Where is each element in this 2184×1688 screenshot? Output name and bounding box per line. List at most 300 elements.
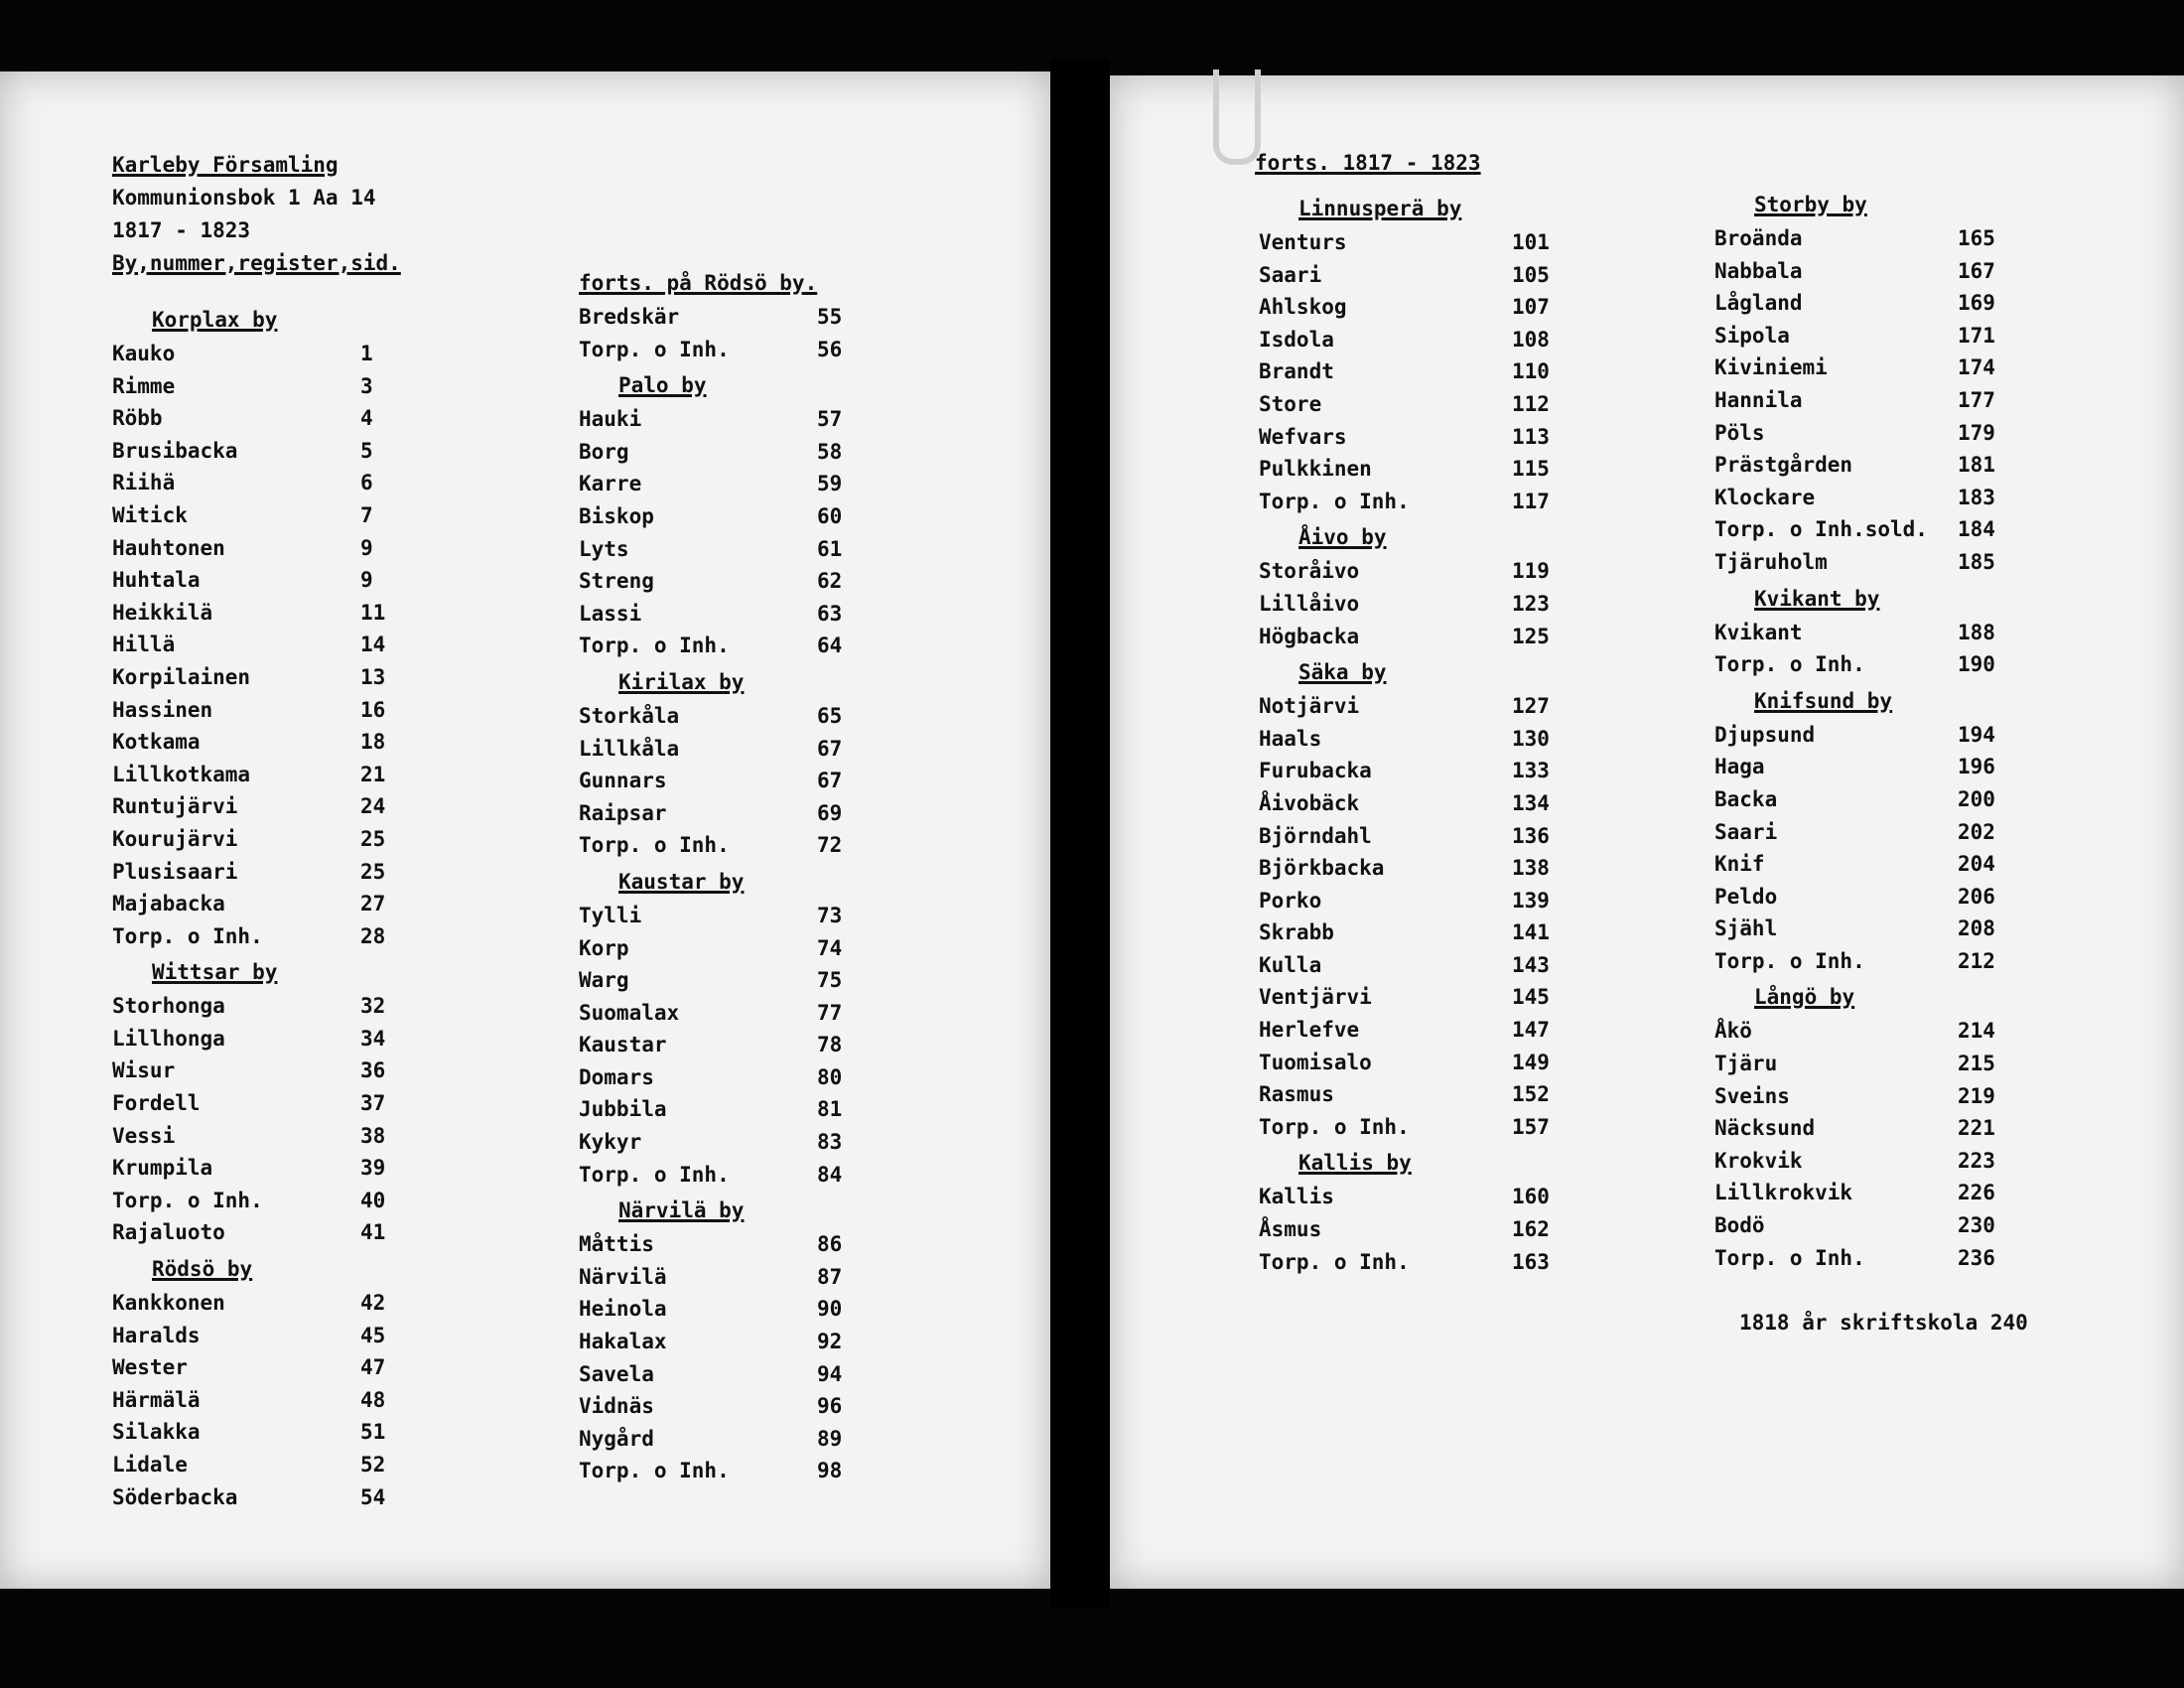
register-entry: [1259, 1111, 1557, 1144]
village-name: Torp. o Inh.: [579, 633, 730, 658]
register-entry: [579, 900, 857, 932]
page-number: 202: [1958, 819, 1995, 844]
page-number: 125: [1512, 624, 1550, 648]
village-name: Åivobäck: [1259, 790, 1360, 815]
page-number: 74: [817, 935, 843, 960]
village-name: Lillkrokvik: [1714, 1181, 1853, 1205]
section-title: Kaustar by: [618, 869, 745, 894]
village-name: Torp. o Inh.: [1259, 1114, 1410, 1139]
register-entry: [579, 733, 857, 766]
footer-note: [1739, 1307, 2028, 1338]
page-number: 24: [360, 794, 386, 819]
register-entry: [112, 1055, 400, 1087]
register-entry: [1259, 388, 1557, 421]
register-entry: [112, 1481, 400, 1514]
section-title: Wittsar by: [152, 960, 278, 985]
page-number: 18: [360, 730, 386, 755]
page-number: 41: [360, 1220, 386, 1245]
village-name: Närvilä: [579, 1264, 667, 1289]
register-entry: [112, 564, 400, 597]
village-name: Lillkotkama: [112, 762, 251, 786]
village-name: Storhonga: [112, 994, 225, 1019]
village-name: Torp. o Inh.: [579, 1162, 730, 1187]
register-entry: [579, 964, 857, 997]
village-name: Nygård: [579, 1426, 654, 1451]
section-title: Kirilax by: [618, 669, 745, 694]
village-name: Porko: [1259, 888, 1322, 913]
village-name: Skrabb: [1259, 920, 1334, 945]
page-number: 89: [817, 1426, 843, 1451]
page-number: 105: [1512, 262, 1550, 287]
book-reference: Kommunionsbok 1 Aa 14: [112, 186, 376, 210]
village-name: Bodö: [1714, 1213, 1765, 1238]
register-entry: [1259, 755, 1557, 787]
page-number: 139: [1512, 888, 1550, 913]
page-number: 160: [1512, 1185, 1550, 1209]
register-entry: [112, 1416, 400, 1449]
page-number: 147: [1512, 1018, 1550, 1043]
register-entry: [1714, 352, 2012, 384]
page-number: 107: [1512, 295, 1550, 320]
village-name: Tjäru: [1714, 1052, 1778, 1076]
register-entry: [112, 1384, 400, 1417]
register-entry: [112, 726, 400, 759]
page-number: 52: [360, 1453, 386, 1477]
paper-clip: [1213, 70, 1261, 165]
page-number: 86: [817, 1232, 843, 1257]
village-name: Röbb: [112, 406, 163, 431]
register-entry: [1259, 621, 1557, 653]
register-label: By,nummer,register,sid.: [112, 251, 401, 275]
page-number: 169: [1958, 291, 1995, 316]
village-name: Raipsar: [579, 800, 667, 825]
section-title: Knifsund by: [1754, 688, 1893, 713]
page-number: 75: [817, 968, 843, 993]
page-number: 45: [360, 1323, 386, 1347]
column-3: [1259, 189, 1557, 1278]
register-entry: [1259, 1213, 1557, 1246]
village-name: Suomalax: [579, 1000, 680, 1025]
page-number: 174: [1958, 355, 1995, 380]
register-entry: [1259, 453, 1557, 486]
register-entry: [579, 533, 857, 566]
page-number: 119: [1512, 559, 1550, 584]
village-name: Pulkkinen: [1259, 457, 1372, 482]
page-number: 14: [360, 633, 386, 657]
village-name: Backa: [1714, 786, 1778, 811]
page-number: 6: [360, 471, 373, 495]
page-number: 80: [817, 1064, 843, 1089]
village-name: Haralds: [112, 1323, 201, 1347]
page-number: 40: [360, 1188, 386, 1212]
village-name: Lassi: [579, 601, 642, 626]
register-entry: [1259, 355, 1557, 388]
village-name: Åkö: [1714, 1019, 1752, 1044]
page-number: 73: [817, 903, 843, 927]
village-name: Lidale: [112, 1453, 188, 1477]
register-entry: [1714, 1048, 2012, 1080]
village-name: Haga: [1714, 755, 1765, 779]
page-number: 157: [1512, 1114, 1550, 1139]
page-number: 32: [360, 994, 386, 1019]
register-entry: [579, 932, 857, 965]
page-number: 9: [360, 535, 373, 560]
page-number: 48: [360, 1387, 386, 1412]
register-entry: [1714, 648, 2012, 681]
village-name: Streng: [579, 569, 654, 594]
page-number: 25: [360, 826, 386, 851]
register-entry: [579, 1093, 857, 1126]
village-name: Kiviniemi: [1714, 355, 1828, 380]
page-number: 37: [360, 1091, 386, 1116]
register-entry: [112, 888, 400, 920]
page-number: 25: [360, 859, 386, 884]
village-name: Kauko: [112, 342, 176, 365]
village-name: Huhtala: [112, 568, 201, 593]
register-entry: [112, 1287, 400, 1320]
register-entry: [579, 829, 857, 862]
register-entry: [112, 990, 400, 1023]
register-entry: [579, 436, 857, 469]
village-name: Witick: [112, 502, 188, 527]
section-title: Närvilä by: [618, 1198, 745, 1223]
village-name: Torp. o Inh.: [112, 923, 263, 948]
village-name: Rimme: [112, 373, 176, 398]
register-entry: [1714, 546, 2012, 579]
page-number: 177: [1958, 387, 1995, 412]
register-entry: [1714, 617, 2012, 649]
village-name: Torp. o Inh.: [579, 337, 730, 361]
page-number: 69: [817, 800, 843, 825]
book-binding: [1050, 60, 1110, 1609]
register-entry: [1259, 916, 1557, 949]
page-number: 28: [360, 923, 386, 948]
village-name: Herlefve: [1259, 1018, 1360, 1043]
continuation-title: forts. 1817 - 1823: [1255, 151, 1481, 175]
village-name: Djupsund: [1714, 722, 1816, 747]
village-name: Torp. o Inh.: [1259, 489, 1410, 513]
register-entry: [1714, 513, 2012, 546]
village-name: Lillåivo: [1259, 591, 1360, 616]
village-name: Lillkåla: [579, 736, 680, 761]
village-name: Björkbacka: [1259, 856, 1385, 881]
village-name: Brandt: [1259, 359, 1334, 384]
column-2: [579, 263, 857, 1487]
register-entry: [112, 823, 400, 856]
register-entry: [579, 500, 857, 533]
section-title: Åivo by: [1298, 525, 1387, 550]
village-name: Söderbacka: [112, 1484, 238, 1509]
village-name: Notjärvi: [1259, 694, 1360, 719]
register-entry: [579, 997, 857, 1030]
register-entry: [112, 532, 400, 565]
register-entry: [1259, 723, 1557, 756]
register-entry: [112, 629, 400, 661]
village-name: Hannila: [1714, 387, 1803, 412]
register-entry: [579, 1159, 857, 1192]
register-entry: [1259, 852, 1557, 885]
village-name: Korpilainen: [112, 664, 251, 689]
village-name: Saari: [1714, 819, 1778, 844]
village-name: Fordell: [112, 1091, 201, 1116]
register-entry: [1259, 1246, 1557, 1279]
register-entry: [579, 1455, 857, 1487]
village-name: Kankkonen: [112, 1291, 225, 1316]
register-entry: [579, 334, 857, 366]
village-name: Lyts: [579, 536, 629, 561]
page-number: 136: [1512, 823, 1550, 848]
page-number: 16: [360, 697, 386, 722]
village-name: Kallis: [1259, 1185, 1334, 1209]
village-name: Härmälä: [112, 1387, 201, 1412]
register-entry: [579, 403, 857, 436]
village-name: Jubbila: [579, 1097, 667, 1122]
register-entry: [579, 700, 857, 733]
page-number: 130: [1512, 726, 1550, 751]
page-number: 64: [817, 633, 843, 658]
register-entry: [579, 1029, 857, 1061]
page-number: 215: [1958, 1052, 1995, 1076]
section-title: Rödsö by: [152, 1257, 253, 1282]
register-entry: [112, 1152, 400, 1185]
page-number: 230: [1958, 1213, 1995, 1238]
village-name: Heinola: [579, 1297, 667, 1322]
register-entry: [1714, 384, 2012, 417]
page-number: 72: [817, 833, 843, 858]
page-number: 226: [1958, 1181, 1995, 1205]
page-number: 117: [1512, 489, 1550, 513]
register-entry: [1259, 555, 1557, 588]
village-name: Vidnäs: [579, 1394, 654, 1419]
page-number: 115: [1512, 457, 1550, 482]
register-entry: [1259, 690, 1557, 723]
page-number: 214: [1958, 1019, 1995, 1044]
page-number: 54: [360, 1484, 386, 1509]
register-entry: [579, 1390, 857, 1423]
page-number: 190: [1958, 652, 1995, 677]
register-entry: [1259, 1047, 1557, 1079]
register-entry: [1714, 1145, 2012, 1178]
register-entry: [112, 856, 400, 889]
page-number: 78: [817, 1033, 843, 1057]
register-entry: [579, 1326, 857, 1358]
register-entry: [1259, 949, 1557, 982]
village-name: Wester: [112, 1355, 188, 1380]
section-title: Kallis by: [1298, 1151, 1412, 1176]
register-entry: [1259, 324, 1557, 356]
page-number: 221: [1958, 1116, 1995, 1141]
register-entry: [1714, 449, 2012, 482]
register-entry: [1259, 1181, 1557, 1213]
page-number: 62: [817, 569, 843, 594]
register-entry: [1714, 222, 2012, 255]
register-entry: [579, 765, 857, 797]
section-title: Korplax by: [152, 308, 278, 332]
village-name: Torp. o Inh.: [1714, 948, 1865, 973]
page-number: 196: [1958, 755, 1995, 779]
register-entry: [1259, 820, 1557, 853]
register-entry: [579, 598, 857, 631]
page-number: 57: [817, 407, 843, 432]
village-name: Torp. o Inh.: [1714, 652, 1865, 677]
page-number: 108: [1512, 327, 1550, 352]
village-name: Kulla: [1259, 952, 1322, 977]
page-number: 39: [360, 1156, 386, 1181]
page-number: 212: [1958, 948, 1995, 973]
page-number: 200: [1958, 786, 1995, 811]
register-entry: [112, 759, 400, 791]
village-name: Brusibacka: [112, 438, 238, 463]
register-entry: [112, 467, 400, 499]
village-name: Torp. o Inh.: [1714, 1245, 1865, 1270]
register-entry: [1714, 945, 2012, 978]
village-name: Broända: [1714, 226, 1803, 250]
village-name: Biskop: [579, 503, 654, 528]
register-entry: [112, 1351, 400, 1384]
village-name: Tuomisalo: [1259, 1050, 1372, 1074]
register-entry: [1714, 913, 2012, 945]
page-number: 219: [1958, 1083, 1995, 1108]
column-1: [112, 300, 400, 1513]
page-number: 181: [1958, 453, 1995, 478]
page-number: 9: [360, 568, 373, 593]
village-name: Näcksund: [1714, 1116, 1816, 1141]
register-entry: [1259, 421, 1557, 454]
village-name: Heikkilä: [112, 600, 213, 625]
page-number: 5: [360, 438, 373, 463]
village-name: Tjäruholm: [1714, 549, 1828, 574]
page-number: 162: [1512, 1217, 1550, 1242]
village-name: Lillhonga: [112, 1026, 225, 1051]
page-number: 145: [1512, 985, 1550, 1010]
village-name: Måttis: [579, 1232, 654, 1257]
section-title: Säka by: [1298, 660, 1387, 685]
register-entry: [1259, 259, 1557, 292]
register-entry: [112, 370, 400, 403]
village-name: Knif: [1714, 852, 1765, 877]
right-header: [1255, 147, 1481, 180]
village-name: Ahlskog: [1259, 295, 1347, 320]
register-entry: [579, 1228, 857, 1261]
register-entry: [1714, 287, 2012, 320]
register-entry: [579, 1423, 857, 1456]
page-number: 185: [1958, 549, 1995, 574]
register-entry: [1714, 1209, 2012, 1242]
register-entry: [1259, 787, 1557, 820]
register-entry: [112, 1120, 400, 1153]
village-name: Björndahl: [1259, 823, 1372, 848]
register-entry: [1714, 719, 2012, 752]
page-number: 223: [1958, 1148, 1995, 1173]
page-number: 236: [1958, 1245, 1995, 1270]
page-number: 94: [817, 1361, 843, 1386]
register-entry: [1714, 482, 2012, 514]
page-number: 92: [817, 1330, 843, 1354]
village-name: Rasmus: [1259, 1082, 1334, 1107]
village-name: Hauki: [579, 407, 642, 432]
page-number: 51: [360, 1420, 386, 1445]
page-number: 84: [817, 1162, 843, 1187]
village-name: Tylli: [579, 903, 642, 927]
village-name: Pöls: [1714, 420, 1765, 445]
page-number: 204: [1958, 852, 1995, 877]
village-name: Sipola: [1714, 323, 1790, 348]
page-number: 194: [1958, 722, 1995, 747]
page-number: 141: [1512, 920, 1550, 945]
register-entry: [112, 1216, 400, 1249]
register-entry: [579, 797, 857, 830]
register-entry: [1714, 1112, 2012, 1145]
page-number: 127: [1512, 694, 1550, 719]
village-name: Sjähl: [1714, 916, 1778, 941]
register-entry: [1714, 1080, 2012, 1113]
village-name: Torp. o Inh.: [112, 1188, 263, 1212]
village-name: Kaustar: [579, 1033, 667, 1057]
village-name: Ventjärvi: [1259, 985, 1372, 1010]
register-entry: [112, 435, 400, 468]
village-name: Furubacka: [1259, 759, 1372, 783]
register-entry: [579, 1358, 857, 1391]
page-number: 3: [360, 373, 373, 398]
village-name: Plusisaari: [112, 859, 238, 884]
register-entry: [1714, 751, 2012, 783]
register-entry: [579, 630, 857, 662]
section-title: forts. på Rödsö by.: [579, 271, 818, 295]
register-entry: [1714, 848, 2012, 881]
page-number: 36: [360, 1058, 386, 1083]
village-name: Majabacka: [112, 892, 225, 916]
page-number: 61: [817, 536, 843, 561]
page-number: 58: [817, 439, 843, 464]
page-number: 77: [817, 1000, 843, 1025]
page-number: 171: [1958, 323, 1995, 348]
village-name: Silakka: [112, 1420, 201, 1445]
village-name: Torp. o Inh.: [579, 1459, 730, 1483]
village-name: Hassinen: [112, 697, 213, 722]
page-number: 165: [1958, 226, 1995, 250]
register-entry: [579, 1061, 857, 1094]
page-number: 206: [1958, 884, 1995, 909]
register-entry: [112, 1023, 400, 1055]
village-name: Storåivo: [1259, 559, 1360, 584]
page-number: 167: [1958, 258, 1995, 283]
section-title: Kvikant by: [1754, 586, 1880, 611]
register-entry: [1259, 226, 1557, 259]
page-number: 7: [360, 502, 373, 527]
village-name: Hauhtonen: [112, 535, 225, 560]
register-entry: [579, 565, 857, 598]
page-number: 143: [1512, 952, 1550, 977]
village-name: Torp. o Inh.sold.: [1714, 517, 1928, 542]
page-number: 110: [1512, 359, 1550, 384]
page-number: 67: [817, 736, 843, 761]
village-name: Torp. o Inh.: [579, 833, 730, 858]
page-number: 113: [1512, 424, 1550, 449]
village-name: Saari: [1259, 262, 1322, 287]
section-title: Palo by: [618, 373, 707, 398]
register-entry: [1259, 1078, 1557, 1111]
page-number: 63: [817, 601, 843, 626]
school-note: 1818 år skriftskola 240: [1739, 1311, 2028, 1335]
village-name: Borg: [579, 439, 629, 464]
page-number: 38: [360, 1123, 386, 1148]
register-entry: [112, 338, 400, 370]
village-name: Högbacka: [1259, 624, 1360, 648]
page-number: 55: [817, 305, 843, 329]
village-name: Haals: [1259, 726, 1322, 751]
village-name: Storkåla: [579, 703, 680, 728]
column-4: [1714, 185, 2012, 1274]
